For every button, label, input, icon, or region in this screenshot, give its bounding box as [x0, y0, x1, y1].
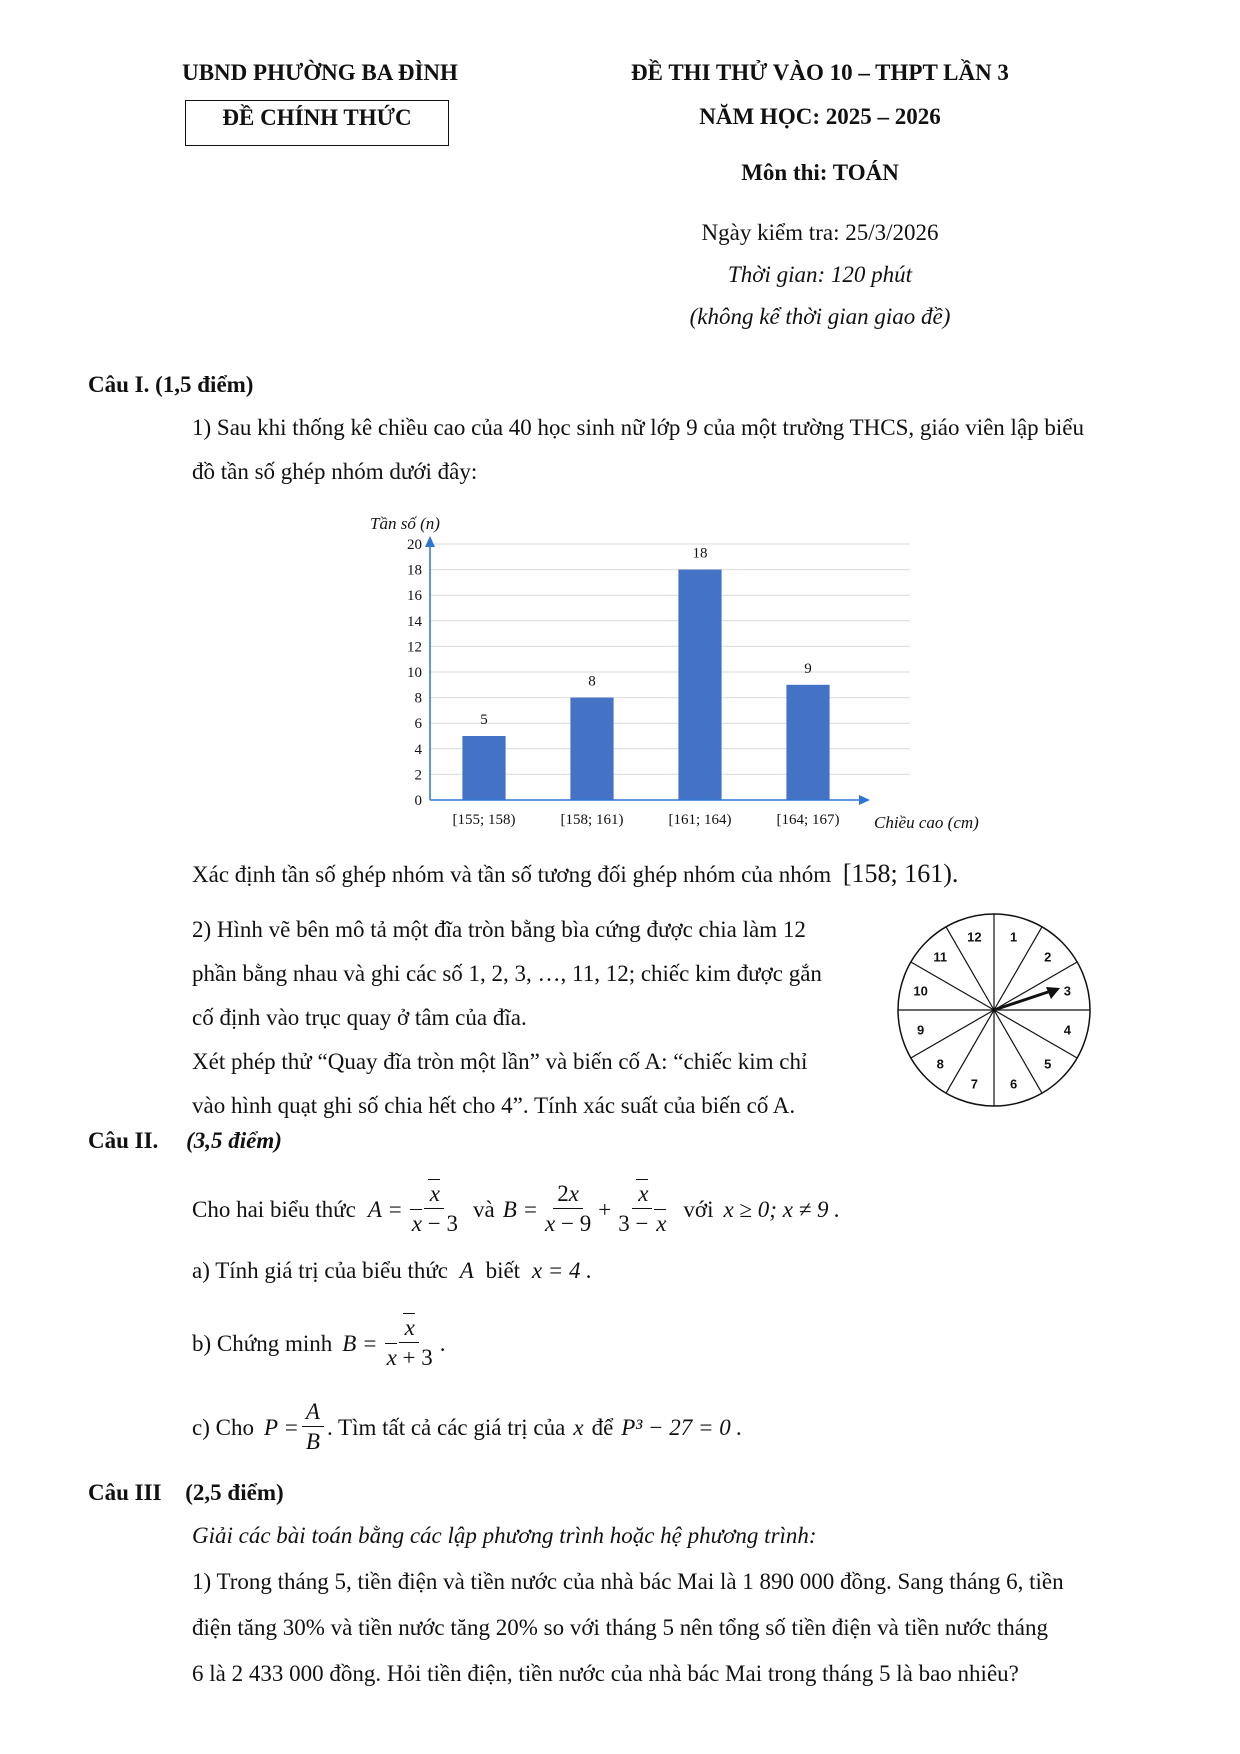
- official-label: ĐỀ CHÍNH THỨC: [185, 100, 449, 146]
- y-tick-label: 18: [407, 562, 422, 579]
- wheel-number: 4: [1063, 1022, 1072, 1038]
- y-tick-label: 14: [407, 613, 422, 630]
- q1-ask-interval: [158; 161).: [842, 859, 959, 888]
- q3-line2: điện tăng 30% và tiền nước tăng 20% so với tháng 5 nên tổng số tiền điện và tiền nước tháng: [192, 1615, 1049, 1640]
- x-tick-label: [158; 161): [560, 812, 624, 828]
- q2-cond-pre: với: [683, 1196, 714, 1222]
- exam-time: Thời gian: 120 phút: [727, 262, 913, 287]
- q2-a-var: A: [459, 1258, 474, 1283]
- wheel-number: 12: [967, 929, 982, 945]
- wheel-number: 6: [1010, 1076, 1018, 1092]
- chart-data-labels: [480, 546, 812, 728]
- expr-b-name: B =: [502, 1196, 539, 1222]
- proof-fraction: $\frac{x}{x + 3}$: [386, 1315, 433, 1370]
- wheel-number: 5: [1044, 1056, 1052, 1072]
- bar-value-label: 18: [692, 545, 708, 562]
- q2-intro: Cho hai biểu thức A = $\frac{x}{x - 3}$ và B = $\frac{2x}{x - 9}$ + $\frac{x}{3 - x}$ với x ≥ 0; x ≠ 9 .: [192, 1180, 840, 1239]
- q1-ask: [192, 852, 958, 897]
- q2-a-mid: biết: [485, 1258, 521, 1283]
- chart-y-ticks: [407, 537, 423, 809]
- time-note: (không kể thời gian giao đề): [689, 304, 951, 329]
- q2-part-c: c) Cho P = $\frac{A}{B}$ . Tìm tất cả các giá trị của x để P³ − 27 = 0 .: [192, 1398, 742, 1457]
- x-tick-label: [164; 167): [776, 812, 840, 828]
- y-tick-label: 6: [414, 716, 422, 733]
- q2-b-text: b) Chứng minh: [192, 1330, 333, 1356]
- x-tick-label: [161; 164): [668, 812, 732, 828]
- q2-c-mid: . Tìm tất cả các giá trị của: [326, 1414, 566, 1440]
- bar: [678, 570, 721, 800]
- wheel-number: 11: [933, 949, 948, 965]
- q2-points: (3,5 điểm): [186, 1128, 282, 1153]
- q3-instruction: Giải các bài toán bằng các lập phương trình hoặc hệ phương trình:: [192, 1523, 817, 1548]
- q1-p2-line2: phần bằng nhau và ghi các số 1, 2, 3, …, 11, 12; chiếc kim được gắn: [192, 961, 822, 986]
- y-tick-label: 12: [407, 639, 422, 656]
- school-year: NĂM HỌC: 2025 – 2026: [699, 104, 941, 129]
- bar-value-label: 9: [804, 660, 812, 677]
- q2-c-text: c) Cho: [192, 1414, 254, 1440]
- q1-p2-line1: 2) Hình vẽ bên mô tả một đĩa tròn bằng bìa cứng được chia làm 12: [192, 917, 806, 942]
- bar-value-label: 8: [588, 673, 596, 690]
- q3-heading: Câu III: [88, 1480, 162, 1505]
- q2-part-b: b) Chứng minh B = $\frac{x}{x + 3}$ .: [192, 1314, 446, 1373]
- y-tick-label: 16: [407, 588, 422, 605]
- q2-c-equation: P³ − 27 = 0 .: [621, 1414, 743, 1440]
- wheel-number: 3: [1063, 983, 1072, 999]
- wheel-number: 10: [913, 983, 928, 999]
- spinner-wheel: [894, 910, 1094, 1110]
- expr-a-name: A =: [367, 1196, 403, 1222]
- expr-b-frac2: $\frac{x}{3 - x}$: [618, 1181, 667, 1236]
- q2-heading: Câu II.: [88, 1128, 159, 1153]
- bar-value-label: 5: [480, 712, 488, 728]
- q3-points: (2,5 điểm): [185, 1480, 284, 1505]
- exam-date: Ngày kiểm tra: 25/3/2026: [701, 220, 939, 245]
- q3-heading-row: [88, 1480, 284, 1506]
- frequency-bar-chart: [350, 500, 990, 840]
- q1-p2-line4: Xét phép thử “Quay đĩa tròn một lần” và biến cố A: “chiếc kim chỉ: [192, 1049, 808, 1074]
- x-axis-label: Chiều cao (cm): [874, 813, 979, 832]
- p-fraction: $\frac{A}{B}$: [302, 1398, 324, 1457]
- x-tick-label: [155; 158): [452, 812, 516, 828]
- q3-line3: 6 là 2 433 000 đồng. Hỏi tiền điện, tiền nước của nhà bác Mai trong tháng 5 là bao nhiêu?: [192, 1661, 1019, 1686]
- q2-intro-text: Cho hai biểu thức: [192, 1196, 356, 1222]
- bar: [462, 736, 505, 800]
- q1-ask-text: Xác định tần số ghép nhóm và tần số tương đối ghép nhóm của nhóm: [192, 862, 832, 887]
- q1-p2-line3: cố định vào trục quay ở tâm của đĩa.: [192, 1005, 527, 1030]
- bar: [786, 685, 829, 800]
- y-tick-label: 4: [414, 741, 422, 758]
- bar: [570, 698, 613, 800]
- q2-c-var: x: [573, 1414, 584, 1440]
- wheel-number: 7: [970, 1076, 978, 1092]
- q1-p1-line2: đồ tần số ghép nhóm dưới đây:: [192, 459, 478, 484]
- expr-b-frac1: $\frac{2x}{x - 9}$: [545, 1181, 592, 1236]
- y-axis-label: Tần số (n): [370, 514, 440, 533]
- wheel-number: 1: [1010, 929, 1018, 945]
- q1-p1-line1: 1) Sau khi thống kê chiều cao của 40 học sinh nữ lớp 9 của một trường THCS, giáo viên lập biểu: [192, 415, 1085, 440]
- q3-line1: 1) Trong tháng 5, tiền điện và tiền nước của nhà bác Mai là 1 890 000 đồng. Sang tháng 6, tiền: [192, 1569, 1064, 1594]
- q2-c-mid2: để: [591, 1414, 614, 1440]
- q2-and: và: [472, 1196, 495, 1222]
- q2-condition: x ≥ 0; x ≠ 9 .: [723, 1196, 841, 1222]
- q1-p2-line5: vào hình quạt ghi số chia hết cho 4”. Tính xác suất của biến cố A.: [192, 1093, 796, 1118]
- q1-heading: Câu I. (1,5 điểm): [88, 372, 254, 397]
- school-org: UBND PHƯỜNG BA ĐÌNH: [182, 60, 458, 85]
- q2-a-val: x = 4 .: [531, 1258, 593, 1283]
- chart-x-ticks: [453, 812, 840, 828]
- y-tick-label: 0: [414, 793, 422, 809]
- chart-bars: [462, 570, 829, 800]
- expr-a-fraction: $\frac{x}{x - 3}$: [411, 1181, 458, 1236]
- q2-a-text: a) Tính giá trị của biểu thức: [192, 1258, 449, 1283]
- wheel-number: 9: [916, 1022, 925, 1038]
- y-axis-arrow: [425, 536, 435, 547]
- exam-title: ĐỀ THI THỬ VÀO 10 – THPT LẦN 3: [631, 60, 1009, 85]
- y-tick-label: 10: [407, 665, 422, 681]
- q2-heading-row: [88, 1128, 282, 1154]
- wheel-number: 2: [1044, 949, 1052, 965]
- wheel-number: 8: [936, 1056, 944, 1072]
- x-axis-arrow: [859, 795, 870, 805]
- y-tick-label: 2: [414, 767, 422, 784]
- y-tick-label: 8: [414, 690, 422, 707]
- y-tick-label: 20: [407, 537, 422, 553]
- subject: Môn thi: TOÁN: [741, 160, 899, 185]
- q2-part-a: [192, 1258, 592, 1284]
